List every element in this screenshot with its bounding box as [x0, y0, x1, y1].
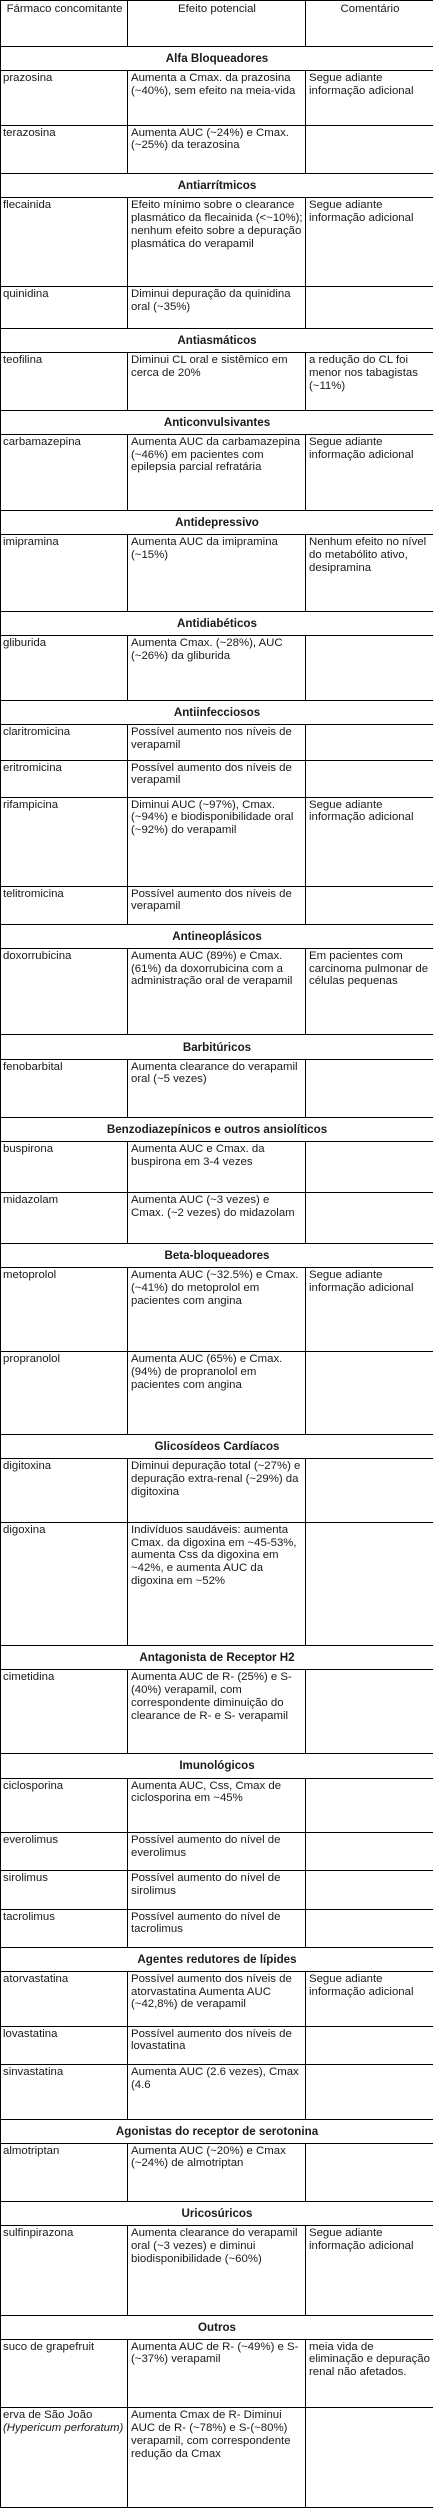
drug-cell	[1, 2408, 128, 2508]
comment-cell: Segue adiante informação adicional	[306, 70, 433, 125]
effect-cell: Aumenta AUC e Cmax. da buspirona em 3-4 vezes	[128, 1142, 306, 1193]
comment-cell: Segue adiante informação adicional	[306, 2226, 433, 2315]
table-row	[1, 2026, 433, 2064]
table-row	[1, 886, 433, 924]
drug-name: carbamazepina	[3, 435, 81, 448]
comment-cell	[306, 1142, 433, 1193]
section-row-glicosideos-cardiacos	[1, 1434, 433, 1458]
effect-cell: Possível aumento do nível de sirolimus	[128, 1871, 306, 1909]
drug-name: eritromicina	[3, 761, 62, 774]
section-title: Antidepressivo	[1, 511, 433, 535]
section-row-antineoplasicos	[1, 924, 433, 948]
drug-cell	[1, 1059, 128, 1118]
comment-cell	[306, 760, 433, 797]
table-row	[1, 434, 433, 510]
drug-name: telitromicina	[3, 887, 64, 900]
drug-cell	[1, 724, 128, 760]
table-row	[1, 2064, 433, 2119]
drug-name: prazosina	[3, 71, 53, 84]
table-row	[1, 1778, 433, 1833]
section-row-antiasmaticos	[1, 329, 433, 353]
table-row	[1, 2339, 433, 2408]
comment-cell	[306, 1778, 433, 1833]
table-row	[1, 287, 433, 329]
effect-cell: Aumenta AUC (~3 vezes) e Cmax. (~2 vezes) do midazolam	[128, 1193, 306, 1244]
table-row	[1, 1268, 433, 1352]
table-row	[1, 198, 433, 287]
drug-name: erva de São João	[3, 2409, 93, 2422]
effect-cell: Possível aumento dos níveis de verapamil	[128, 760, 306, 797]
drug-name: buspirona	[3, 1143, 54, 1156]
effect-cell: Aumenta AUC (2.6 vezes), Cmax (4.6	[128, 2064, 306, 2119]
section-title: Agonistas do receptor de serotonina	[1, 2119, 433, 2143]
header-row	[1, 1, 433, 47]
comment-cell: a redução do CL foi menor nos tabagistas (~11%)	[306, 353, 433, 410]
table-row	[1, 797, 433, 886]
drug-cell	[1, 760, 128, 797]
drug-cell	[1, 2026, 128, 2064]
drug-cell	[1, 1352, 128, 1435]
effect-cell: Diminui depuração total (~27%) e depuração extra-renal (~29%) da digitoxina	[128, 1459, 306, 1523]
table-row	[1, 1522, 433, 1645]
effect-cell: Possível aumento dos níveis de verapamil	[128, 886, 306, 924]
table-row	[1, 1142, 433, 1193]
drug-cell	[1, 198, 128, 287]
effect-cell: Possível aumento dos níveis de atorvastatina Aumenta AUC (~42,8%) de verapamil	[128, 1971, 306, 2026]
comment-cell	[306, 2143, 433, 2202]
effect-cell: Aumenta AUC (~24%) e Cmax. (~25%) da terazosina	[128, 125, 306, 173]
table-body	[1, 1, 433, 2508]
drug-name: terazosina	[3, 126, 56, 139]
effect-cell: Diminui depuração da quinidina oral (~35%)	[128, 287, 306, 329]
drug-name: sulfinpirazona	[3, 2227, 74, 2240]
section-title: Beta-bloqueadores	[1, 1244, 433, 1268]
section-title: Anticonvulsivantes	[1, 410, 433, 434]
drug-name: midazolam	[3, 1194, 59, 1207]
drug-cell	[1, 125, 128, 173]
effect-cell: Aumenta AUC da carbamazepina (~46%) em pacientes com epilepsia parcial refratária	[128, 434, 306, 510]
effect-cell: Efeito mínimo sobre o clearance plasmático da flecainida (<~10%); nenhum efeito sobre a depuração plasmática do verapamil	[128, 198, 306, 287]
effect-cell: Diminui AUC (~97%), Cmax. (~94%) e biodisponibilidade oral (~92%) do verapamil	[128, 797, 306, 886]
effect-cell: Diminui CL oral e sistêmico em cerca de 20%	[128, 353, 306, 410]
drug-cell	[1, 70, 128, 125]
drug-cell	[1, 1268, 128, 1352]
drug-name: digitoxina	[3, 1460, 52, 1473]
table-row	[1, 2143, 433, 2202]
drug-name: gliburida	[3, 636, 47, 649]
drug-cell	[1, 353, 128, 410]
effect-cell: Aumenta clearance do verapamil oral (~5 vezes)	[128, 1059, 306, 1118]
drug-name: ciclosporina	[3, 1779, 64, 1792]
drug-cell	[1, 2226, 128, 2315]
section-title: Alfa Bloqueadores	[1, 46, 433, 70]
drug-cell	[1, 1871, 128, 1909]
section-title: Antidiabéticos	[1, 611, 433, 635]
section-title: Antiasmáticos	[1, 329, 433, 353]
section-row-agentes-redutores-de-lipides	[1, 1947, 433, 1971]
drug-cell	[1, 287, 128, 329]
drug-name: rifampicina	[3, 798, 59, 811]
comment-cell	[306, 1670, 433, 1754]
drug-name: fenobarbital	[3, 1060, 63, 1073]
effect-cell: Aumenta AUC (~32.5%) e Cmax. (~41%) do metoprolol em pacientes com angina	[128, 1268, 306, 1352]
comment-cell: Nenhum efeito no nível do metabólito ativo, desipramina	[306, 535, 433, 611]
header-comment: Comentário	[306, 1, 433, 47]
section-title: Antiarrítmicos	[1, 174, 433, 198]
section-row-antiinfecciosos	[1, 700, 433, 724]
drug-name: metoprolol	[3, 1269, 57, 1282]
drug-cell	[1, 1833, 128, 1871]
drug-name: suco de grapefruit	[3, 2340, 95, 2353]
comment-cell	[306, 287, 433, 329]
table-row	[1, 1971, 433, 2026]
effect-cell: Aumenta clearance do verapamil oral (~3 vezes) e diminui biodisponibilidade (~60%)	[128, 2226, 306, 2315]
table-row	[1, 1670, 433, 1754]
comment-cell	[306, 2026, 433, 2064]
drug-name: propranolol	[3, 1353, 60, 1366]
comment-cell	[306, 886, 433, 924]
drug-cell	[1, 1670, 128, 1754]
comment-cell: Segue adiante informação adicional	[306, 198, 433, 287]
drug-cell	[1, 1909, 128, 1947]
section-title: Outros	[1, 2315, 433, 2339]
comment-cell	[306, 1459, 433, 1523]
drug-cell	[1, 1459, 128, 1523]
comment-cell	[306, 125, 433, 173]
table-row	[1, 1459, 433, 1523]
drug-scientific-name: (Hypericum perforatum)	[3, 2422, 124, 2435]
drug-name: atorvastatina	[3, 1972, 69, 1985]
comment-cell: Segue adiante informação adicional	[306, 434, 433, 510]
table-row	[1, 1352, 433, 1435]
section-row-antagonista-de-receptor-h2	[1, 1646, 433, 1670]
table-row	[1, 1909, 433, 1947]
effect-cell: Aumenta AUC (65%) e Cmax. (94%) de propranolol em pacientes com angina	[128, 1352, 306, 1435]
table-row	[1, 948, 433, 1035]
section-row-benzodiazepinicos-e-outros-ansioliticos	[1, 1118, 433, 1142]
section-title: Imunológicos	[1, 1754, 433, 1778]
effect-cell: Aumenta AUC (89%) e Cmax. (61%) da doxorrubicina com a administração oral de verapamil	[128, 948, 306, 1035]
effect-cell: Aumenta Cmax. (~28%), AUC (~26%) da gliburida	[128, 635, 306, 700]
drug-name: sinvastatina	[3, 2065, 64, 2078]
section-row-beta-bloqueadores	[1, 1244, 433, 1268]
comment-cell: Segue adiante informação adicional	[306, 1268, 433, 1352]
comment-cell	[306, 1059, 433, 1118]
drug-cell	[1, 434, 128, 510]
table-row	[1, 1871, 433, 1909]
drug-name: lovastatina	[3, 2027, 58, 2040]
section-row-imunologicos	[1, 1754, 433, 1778]
comment-cell	[306, 1193, 433, 1244]
header-effect: Efeito potencial	[128, 1, 306, 47]
effect-cell: Aumenta AUC, Css, Cmax de ciclosporina em ~45%	[128, 1778, 306, 1833]
drug-cell	[1, 1522, 128, 1645]
effect-cell: Indivíduos saudáveis: aumenta Cmax. da digoxina em ~45-53%, aumenta Css da digoxina em ~42%, e aumenta AUC da digoxina em ~52%	[128, 1522, 306, 1645]
drug-cell	[1, 2064, 128, 2119]
table-row	[1, 2226, 433, 2315]
drug-name: digoxina	[3, 1523, 46, 1536]
effect-cell: Aumenta AUC da imipramina (~15%)	[128, 535, 306, 611]
table-row	[1, 1059, 433, 1118]
drug-cell	[1, 797, 128, 886]
comment-cell	[306, 1352, 433, 1435]
drug-cell	[1, 1142, 128, 1193]
table-row	[1, 1833, 433, 1871]
drug-cell	[1, 948, 128, 1035]
section-row-antidepressivo	[1, 511, 433, 535]
comment-cell: Segue adiante informação adicional	[306, 1971, 433, 2026]
effect-cell: Possível aumento do nível de tacrolimus	[128, 1909, 306, 1947]
table-row	[1, 125, 433, 173]
comment-cell	[306, 1522, 433, 1645]
effect-cell: Aumenta Cmax de R- Diminui AUC de R- (~78%) e S-(~80%) verapamil, com correspondente redução da Cmax	[128, 2408, 306, 2508]
table-row	[1, 760, 433, 797]
section-row-uricosuricos	[1, 2202, 433, 2226]
table-row	[1, 353, 433, 410]
section-title: Glicosídeos Cardíacos	[1, 1434, 433, 1458]
drug-name: claritromicina	[3, 725, 71, 738]
section-row-antiarritmicos	[1, 174, 433, 198]
drug-cell	[1, 2339, 128, 2408]
drug-name: quinidina	[3, 288, 49, 301]
section-title: Antineoplásicos	[1, 924, 433, 948]
effect-cell: Possível aumento nos níveis de verapamil	[128, 724, 306, 760]
section-title: Antagonista de Receptor H2	[1, 1646, 433, 1670]
table-row	[1, 1193, 433, 1244]
section-title: Uricosúricos	[1, 2202, 433, 2226]
section-row-outros	[1, 2315, 433, 2339]
comment-cell: Segue adiante informação adicional	[306, 797, 433, 886]
effect-cell: Aumenta a Cmax. da prazosina (~40%), sem efeito na meia-vida	[128, 70, 306, 125]
effect-cell: Aumenta AUC (~20%) e Cmax (~24%) de almotriptan	[128, 2143, 306, 2202]
drug-cell	[1, 886, 128, 924]
comment-cell	[306, 1833, 433, 1871]
comment-cell: meia vida de eliminação e depuração renal não afetados.	[306, 2339, 433, 2408]
drug-cell	[1, 635, 128, 700]
effect-cell: Aumenta AUC de R- (~49%) e S- (~37%) verapamil	[128, 2339, 306, 2408]
table-row	[1, 2408, 433, 2508]
comment-cell	[306, 2064, 433, 2119]
section-title: Benzodiazepínicos e outros ansiolíticos	[1, 1118, 433, 1142]
comment-cell	[306, 2408, 433, 2508]
comment-cell	[306, 1909, 433, 1947]
effect-cell: Possível aumento do nível de everolimus	[128, 1833, 306, 1871]
drug-cell	[1, 1193, 128, 1244]
section-title: Barbitúricos	[1, 1035, 433, 1059]
drug-name: cimetidina	[3, 1671, 55, 1684]
effect-cell: Possível aumento dos níveis de lovastatina	[128, 2026, 306, 2064]
drug-cell	[1, 535, 128, 611]
drug-name: imipramina	[3, 536, 59, 549]
table-row	[1, 70, 433, 125]
section-row-antidiabeticos	[1, 611, 433, 635]
drug-cell	[1, 2143, 128, 2202]
comment-cell: Em pacientes com carcinoma pulmonar de células pequenas	[306, 948, 433, 1035]
header-drug: Fármaco concomitante	[1, 1, 128, 47]
comment-cell	[306, 724, 433, 760]
drug-cell	[1, 1971, 128, 2026]
drug-name: teofilina	[3, 354, 43, 367]
effect-cell: Aumenta AUC de R- (25%) e S-(40%) verapamil, com correspondente diminuição do clearance de R- e S- verapamil	[128, 1670, 306, 1754]
table-row	[1, 635, 433, 700]
drug-name: tacrolimus	[3, 1910, 55, 1923]
drug-name: almotriptan	[3, 2144, 60, 2157]
table-row	[1, 535, 433, 611]
table-row	[1, 724, 433, 760]
section-title: Antiinfecciosos	[1, 700, 433, 724]
drug-name: everolimus	[3, 1834, 59, 1847]
comment-cell	[306, 1871, 433, 1909]
drug-name: sirolimus	[3, 1872, 48, 1885]
section-row-barbituricos	[1, 1035, 433, 1059]
drug-name: flecainida	[3, 199, 52, 212]
section-title: Agentes redutores de lípides	[1, 1947, 433, 1971]
section-row-agonistas-do-receptor-de-serotonina	[1, 2119, 433, 2143]
section-row-anticonvulsivantes	[1, 410, 433, 434]
comment-cell	[306, 635, 433, 700]
drug-name: doxorrubicina	[3, 949, 72, 962]
section-row-alfa-bloqueadores	[1, 46, 433, 70]
drug-cell	[1, 1778, 128, 1833]
